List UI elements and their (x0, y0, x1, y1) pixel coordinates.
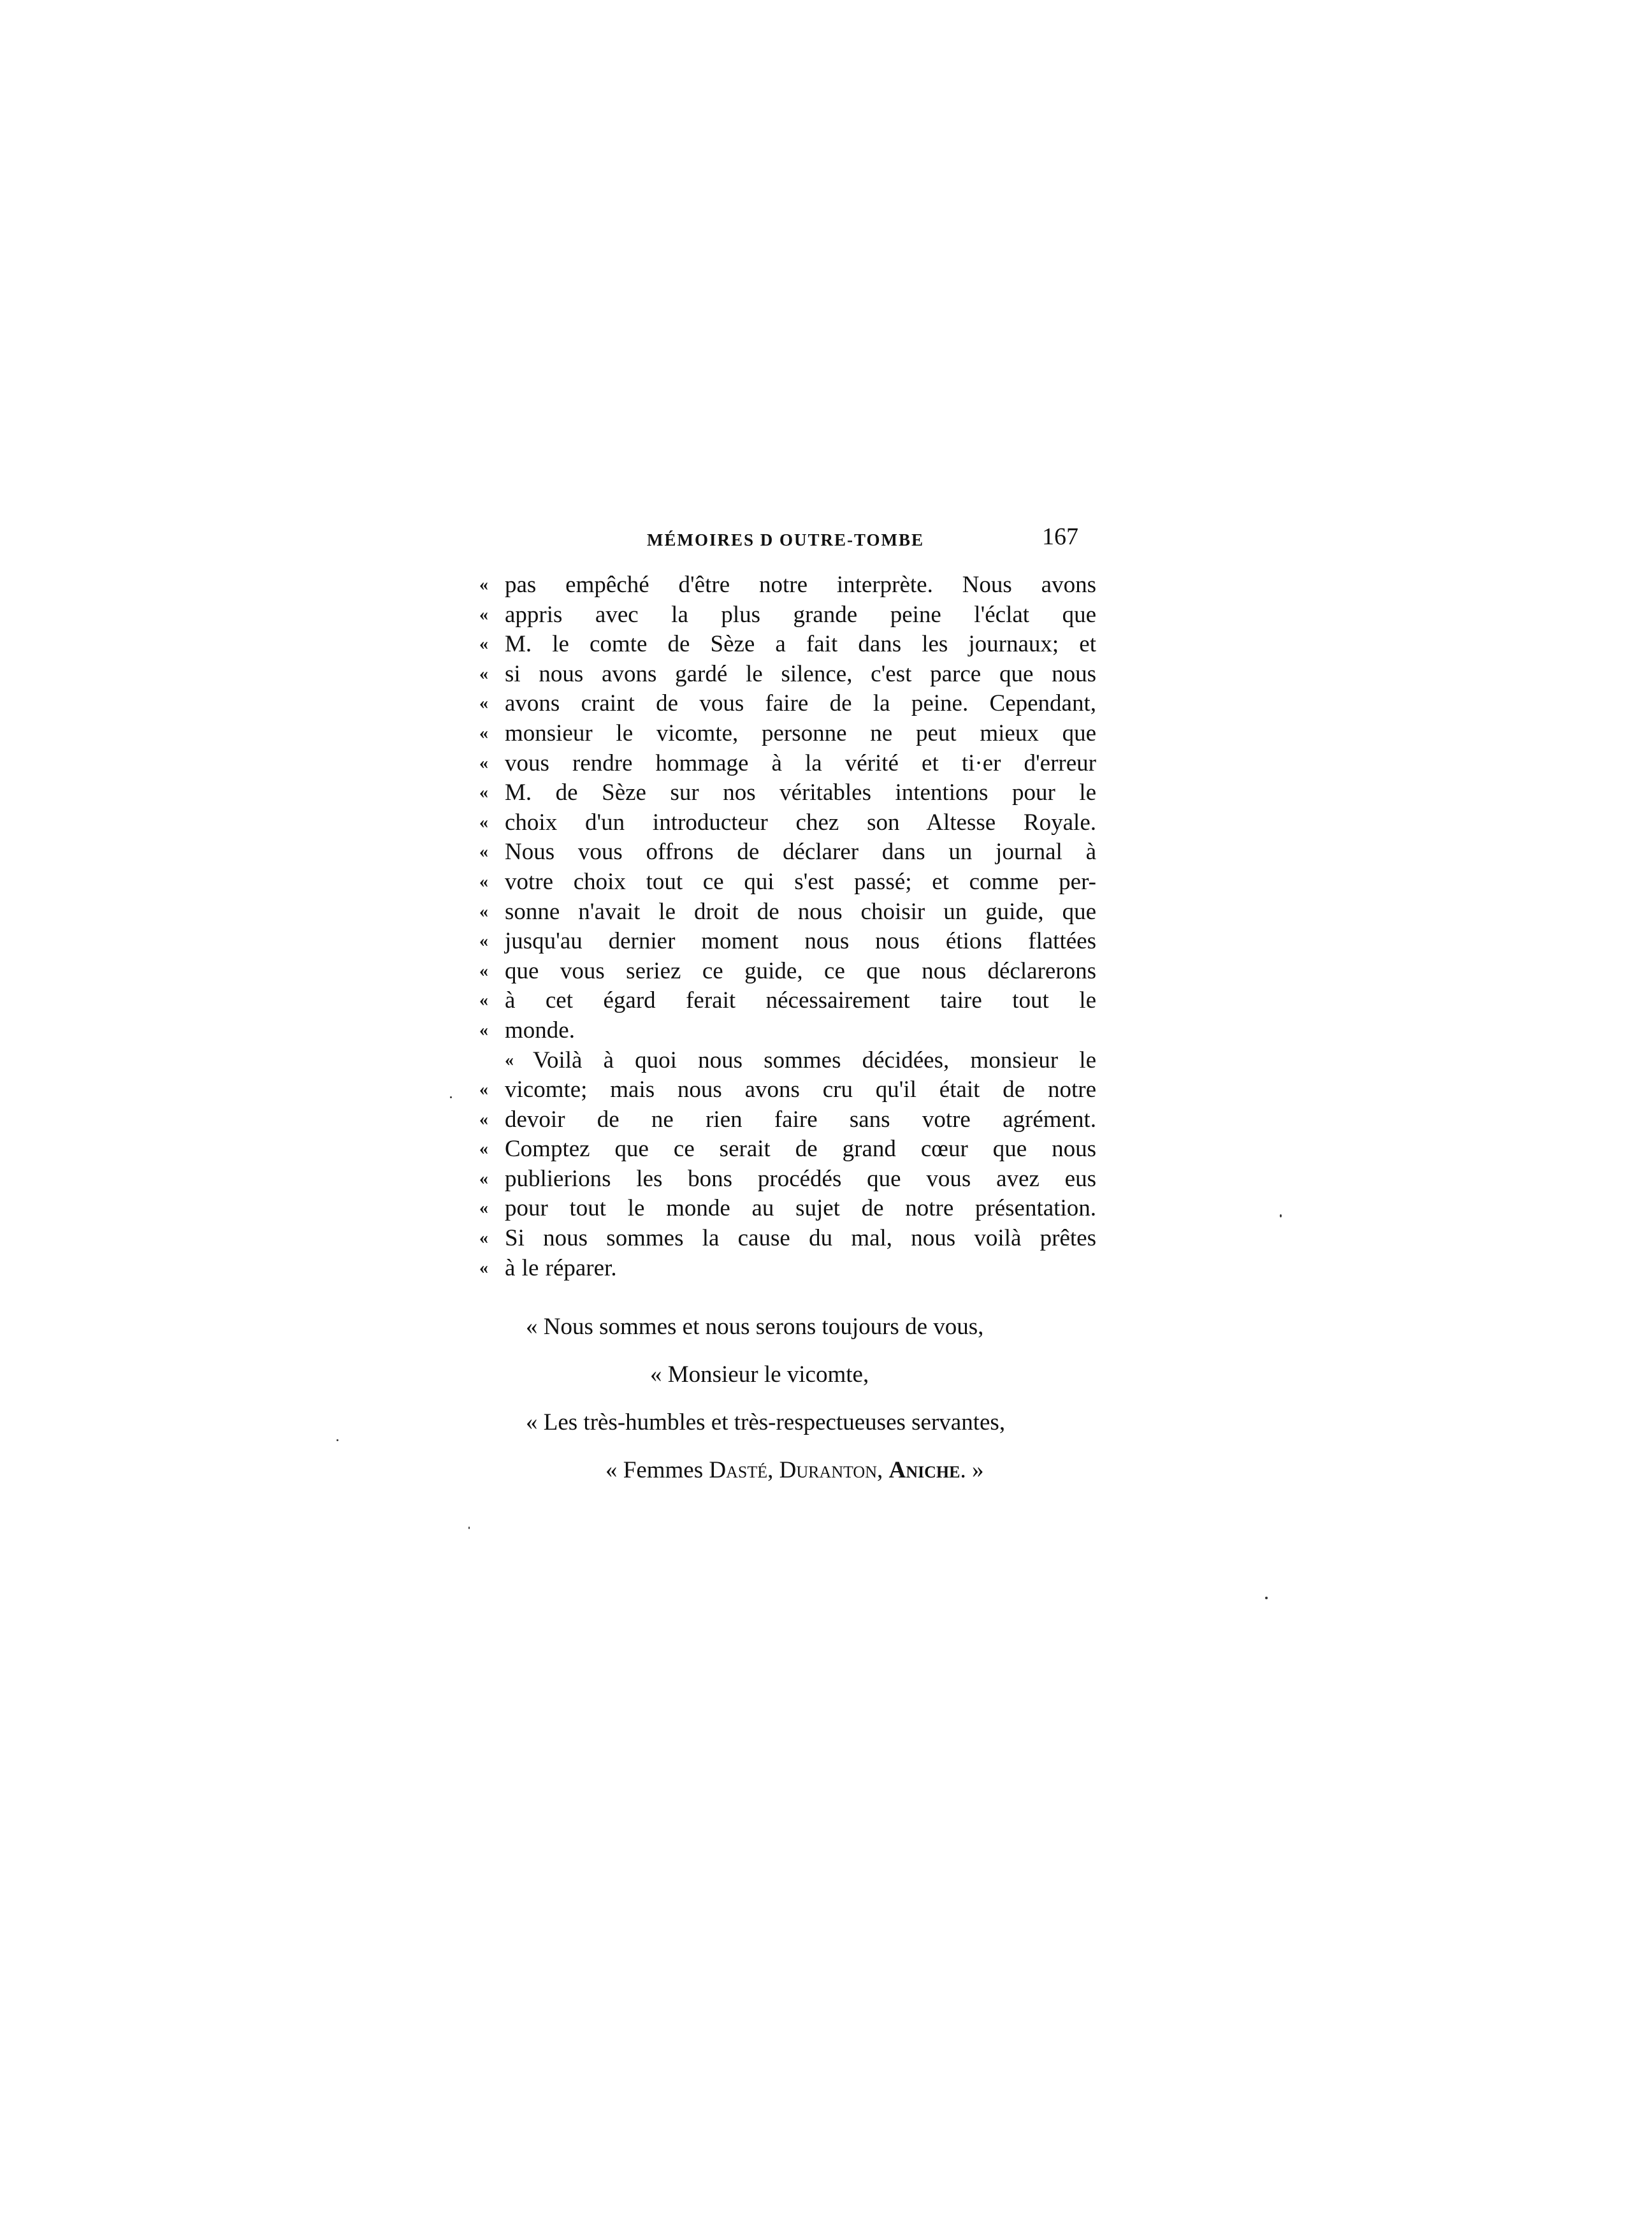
signature-line (605, 1456, 983, 1484)
line-text: à le réparer. (505, 1254, 617, 1281)
text-line (479, 1075, 1096, 1105)
quote-mark: « (479, 1258, 488, 1278)
quote-mark: « (479, 812, 488, 832)
quote-mark: « (479, 604, 488, 625)
line-text: Nous vous offrons de déclarer dans un journal à (505, 839, 1096, 866)
closing-line-3: « Les très-humbles et très-respectueuses servantes, (526, 1409, 1006, 1435)
signatory-name: Duranton (779, 1457, 877, 1483)
text-line (479, 1135, 1096, 1165)
quote-mark: « (505, 1050, 514, 1070)
quote-mark: « (479, 783, 488, 803)
signatory-name: Dasté (709, 1457, 768, 1483)
letter-body (479, 570, 1096, 1283)
text-line (479, 986, 1096, 1016)
line-text: M. de Sèze sur nos véritables intentions pour le (505, 780, 1096, 806)
line-text: sonne n'avait le droit de nous choisir un guide, que (505, 898, 1096, 925)
line-text: vicomte; mais nous avons cru qu'il était de notre (505, 1077, 1096, 1103)
signature-prefix: « Femmes (605, 1457, 709, 1483)
scan-speck (450, 1096, 452, 1098)
quote-mark: « (479, 634, 488, 655)
text-line (479, 897, 1096, 927)
text-line (479, 689, 1096, 719)
text-line (479, 600, 1096, 630)
text-line (479, 1194, 1096, 1224)
text-line (479, 778, 1096, 808)
quote-mark: « (479, 1080, 488, 1100)
quote-mark: « (479, 871, 488, 892)
line-text: si nous avons gardé le silence, c'est parce que nous (505, 660, 1096, 687)
quote-mark: « (479, 664, 488, 684)
quote-mark: « (479, 1228, 488, 1249)
quote-mark: « (479, 901, 488, 922)
line-text: que vous seriez ce guide, ce que nous déclarerons (505, 957, 1096, 984)
line-text: vous rendre hommage à la vérité et ti·er d'erreur (505, 750, 1096, 776)
line-text: à cet égard ferait nécessairement taire tout le (505, 987, 1096, 1014)
text-line (479, 957, 1096, 987)
line-text: publierions les bons procédés que vous avez eus (505, 1165, 1096, 1192)
line-text: avons craint de vous faire de la peine. Cependant, (505, 690, 1096, 717)
scan-speck (1280, 1214, 1282, 1217)
line-text: Voilà à quoi nous sommes décidées, monsieur le (533, 1047, 1096, 1073)
line-text: monde. (505, 1017, 575, 1043)
separator: , (767, 1457, 779, 1483)
scan-speck (1265, 1597, 1268, 1599)
text-line (479, 808, 1096, 838)
scan-speck (468, 1527, 470, 1529)
line-text: pas empêché d'être notre interprète. Nous avons (505, 572, 1096, 598)
quote-mark: « (479, 1139, 488, 1159)
closing-line-1: « Nous sommes et nous serons toujours de vous, (526, 1314, 984, 1340)
quote-mark: « (479, 1020, 488, 1040)
separator: , (876, 1457, 889, 1483)
line-text: M. le comte de Sèze a fait dans les journaux; et (505, 631, 1096, 658)
quote-mark: « (479, 723, 488, 743)
running-header (484, 523, 1096, 561)
line-text: votre choix tout ce qui s'est passé; et comme per- (505, 868, 1096, 895)
text-line (479, 1165, 1096, 1194)
line-text: monsieur le vicomte, personne ne peut mieux que (505, 720, 1096, 746)
closing-line-2: « Monsieur le vicomte, (650, 1361, 869, 1388)
text-line (479, 927, 1096, 957)
text-line (479, 570, 1096, 600)
quote-mark: « (479, 693, 488, 714)
line-text: choix d'un introducteur chez son Altesse Royale. (505, 809, 1096, 836)
line-text: appris avec la plus grande peine l'éclat que (505, 601, 1096, 628)
quote-mark: « (479, 753, 488, 773)
line-text: pour tout le monde au sujet de notre présentation. (505, 1195, 1096, 1222)
paragraph-start-line (479, 1046, 1096, 1076)
quote-mark: « (479, 1168, 488, 1189)
quote-mark: « (479, 961, 488, 981)
quote-mark: « (479, 931, 488, 952)
page-number: 167 (1042, 523, 1078, 550)
scan-speck (337, 1439, 338, 1441)
quote-mark: « (479, 1109, 488, 1129)
quote-mark: « (479, 1198, 488, 1219)
text-line (479, 1254, 1096, 1284)
text-line (479, 838, 1096, 868)
quote-mark: « (479, 842, 488, 862)
text-line (479, 630, 1096, 660)
text-line (479, 719, 1096, 749)
line-text: jusqu'au dernier moment nous nous étions flattées (505, 928, 1096, 955)
quote-mark: « (479, 991, 488, 1011)
line-text: Si nous sommes la cause du mal, nous voilà prêtes (505, 1225, 1096, 1252)
text-line (479, 1016, 1096, 1046)
running-header-title: MÉMOIRES D OUTRE-TOMBE (647, 530, 925, 549)
text-line (479, 660, 1096, 690)
text-line (479, 1105, 1096, 1135)
line-text: devoir de ne rien faire sans votre agrément. (505, 1106, 1096, 1133)
signatory-name: Aniche (888, 1457, 960, 1483)
text-line (479, 749, 1096, 779)
signature-suffix: . » (960, 1457, 984, 1483)
text-line (479, 1224, 1096, 1254)
text-line (479, 868, 1096, 897)
quote-mark: « (479, 575, 488, 595)
line-text: Comptez que ce serait de grand cœur que nous (505, 1136, 1096, 1163)
